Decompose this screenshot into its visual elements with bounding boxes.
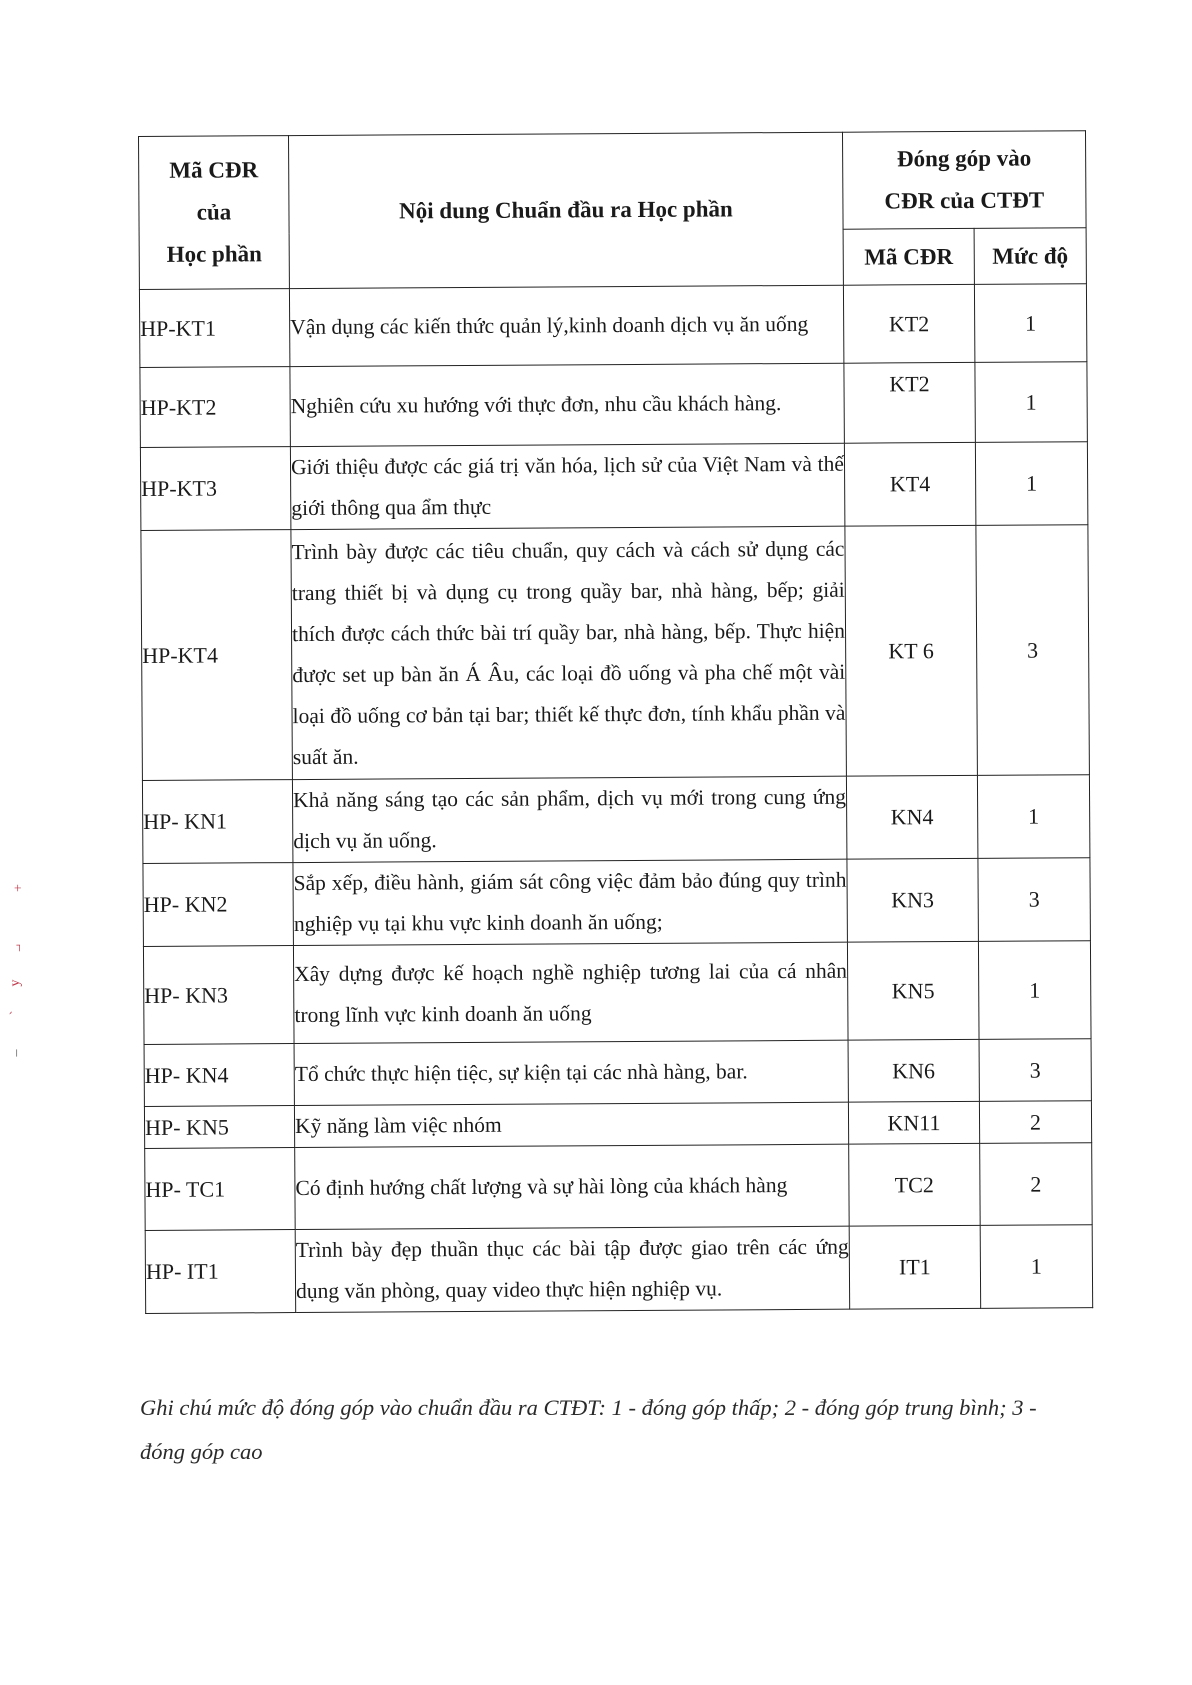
row-code: HP-KT4 [141, 530, 293, 781]
margin-stamp-marks: + ⌐ ʎ ˎ – [8, 884, 26, 1057]
table-row [144, 1101, 1091, 1149]
table-row [141, 525, 1090, 781]
row-content: Trình bày đẹp thuần thục các bài tập được giao trên các ứng dụng văn phòng, quay video thực hiện nghiệp vụ. [295, 1226, 849, 1312]
row-content: Nghiên cứu xu hướng với thực đơn, nhu cầu khách hàng. [290, 363, 844, 446]
table-row [143, 941, 1091, 1045]
table-row [139, 284, 1086, 368]
row-code: HP- KN1 [142, 780, 293, 864]
row-content: Trình bày được các tiêu chuẩn, quy cách và cách sử dụng các trang thiết bị và dụng cụ trong quầy bar, nhà hàng, bếp; giải thích được cách thức bài trí quầy bar, nhà hàng, bếp. Thực hiện được set up bàn ăn Á Âu, các loại đồ uống và pha chế một vài loại đồ uống cơ bản tại bar; thiết kế thực đơn, tính khẩu phần và suất ăn. [291, 526, 846, 779]
row-ctdt-code: KN11 [848, 1101, 979, 1144]
header-contribution-cell: Đóng góp vào CĐR của CTĐT [842, 131, 1086, 229]
row-level: 1 [975, 362, 1088, 443]
header-contribution-code-cell: Mã CĐR [843, 228, 974, 285]
row-level: 1 [978, 941, 1091, 1040]
row-ctdt-code: KT 6 [845, 525, 978, 776]
row-ctdt-code: KT2 [844, 362, 976, 443]
row-content: Giới thiệu được các giá trị văn hóa, lịch sử của Việt Nam và thế giới thông qua ẩm thực [290, 443, 844, 529]
row-content: Vận dụng các kiến thức quản lý,kinh doanh dịch vụ ăn uống [290, 285, 844, 366]
row-ctdt-code: TC2 [849, 1143, 981, 1226]
header-code-line-2: của [196, 199, 232, 225]
header-content-cell: Nội dung Chuẩn đầu ra Học phần [289, 132, 844, 288]
table-row [144, 1039, 1091, 1107]
table-row [145, 1225, 1092, 1314]
row-ctdt-code: KT4 [844, 442, 976, 526]
row-code: HP- KN4 [144, 1044, 294, 1107]
header-row-top [139, 131, 1087, 234]
row-content: Xây dựng được kế hoạch nghề nghiệp tương lai của cá nhân trong lĩnh vực kinh doanh ăn uống [294, 942, 848, 1043]
contribution-level-note: Ghi chú mức độ đóng góp vào chuẩn đầu ra CTĐT: 1 - đóng góp thấp; 2 - đóng góp trung bình; 3 - đóng góp cao [140, 1395, 1037, 1464]
row-code: HP-KT2 [140, 367, 291, 448]
row-code: HP- KN2 [143, 863, 294, 947]
row-ctdt-code: KT2 [843, 284, 975, 363]
row-level: 2 [979, 1101, 1091, 1144]
row-level: 3 [979, 1039, 1091, 1102]
row-content: Kỹ năng làm việc nhóm [295, 1102, 849, 1147]
row-code: HP- KN5 [144, 1106, 294, 1149]
row-level: 2 [980, 1143, 1093, 1226]
row-content: Khả năng sáng tạo các sản phẩm, dịch vụ mới trong cung ứng dịch vụ ăn uống. [293, 776, 847, 862]
header-code-line-1: Mã CĐR [169, 157, 259, 183]
table-row [140, 442, 1087, 531]
table-row [140, 362, 1087, 448]
row-code: HP- TC1 [145, 1148, 296, 1231]
row-ctdt-code: KN4 [846, 775, 978, 859]
table-row [145, 1143, 1092, 1231]
row-ctdt-code: KN5 [847, 941, 979, 1040]
row-ctdt-code: IT1 [849, 1225, 981, 1309]
row-code: HP-KT3 [140, 447, 291, 531]
row-level: 3 [978, 858, 1091, 942]
row-ctdt-code: KN3 [847, 858, 979, 942]
row-ctdt-code: KN6 [848, 1039, 979, 1102]
row-content: Tổ chức thực hiện tiệc, sự kiện tại các nhà hàng, bar. [294, 1040, 848, 1105]
row-level: 1 [974, 284, 1087, 363]
row-level: 3 [976, 525, 1090, 776]
row-code: HP- IT1 [145, 1230, 296, 1314]
header-contribution-level-cell: Mức độ [974, 228, 1086, 285]
header-code-line-3: Học phần [166, 241, 262, 267]
learning-outcomes-table [138, 130, 1093, 1314]
row-level: 1 [980, 1225, 1093, 1309]
row-code: HP- KN3 [143, 946, 294, 1045]
row-content: Sắp xếp, điều hành, giám sát công việc đảm bảo đúng quy trình nghiệp vụ tại khu vực kinh doanh ăn uống; [293, 859, 847, 945]
row-level: 1 [975, 442, 1088, 526]
row-level: 1 [977, 775, 1090, 859]
row-content: Có định hướng chất lượng và sự hài lòng của khách hàng [295, 1144, 849, 1229]
table-row [142, 775, 1089, 864]
table-row [143, 858, 1090, 947]
row-code: HP-KT1 [139, 289, 290, 368]
header-code-cell [139, 136, 290, 290]
